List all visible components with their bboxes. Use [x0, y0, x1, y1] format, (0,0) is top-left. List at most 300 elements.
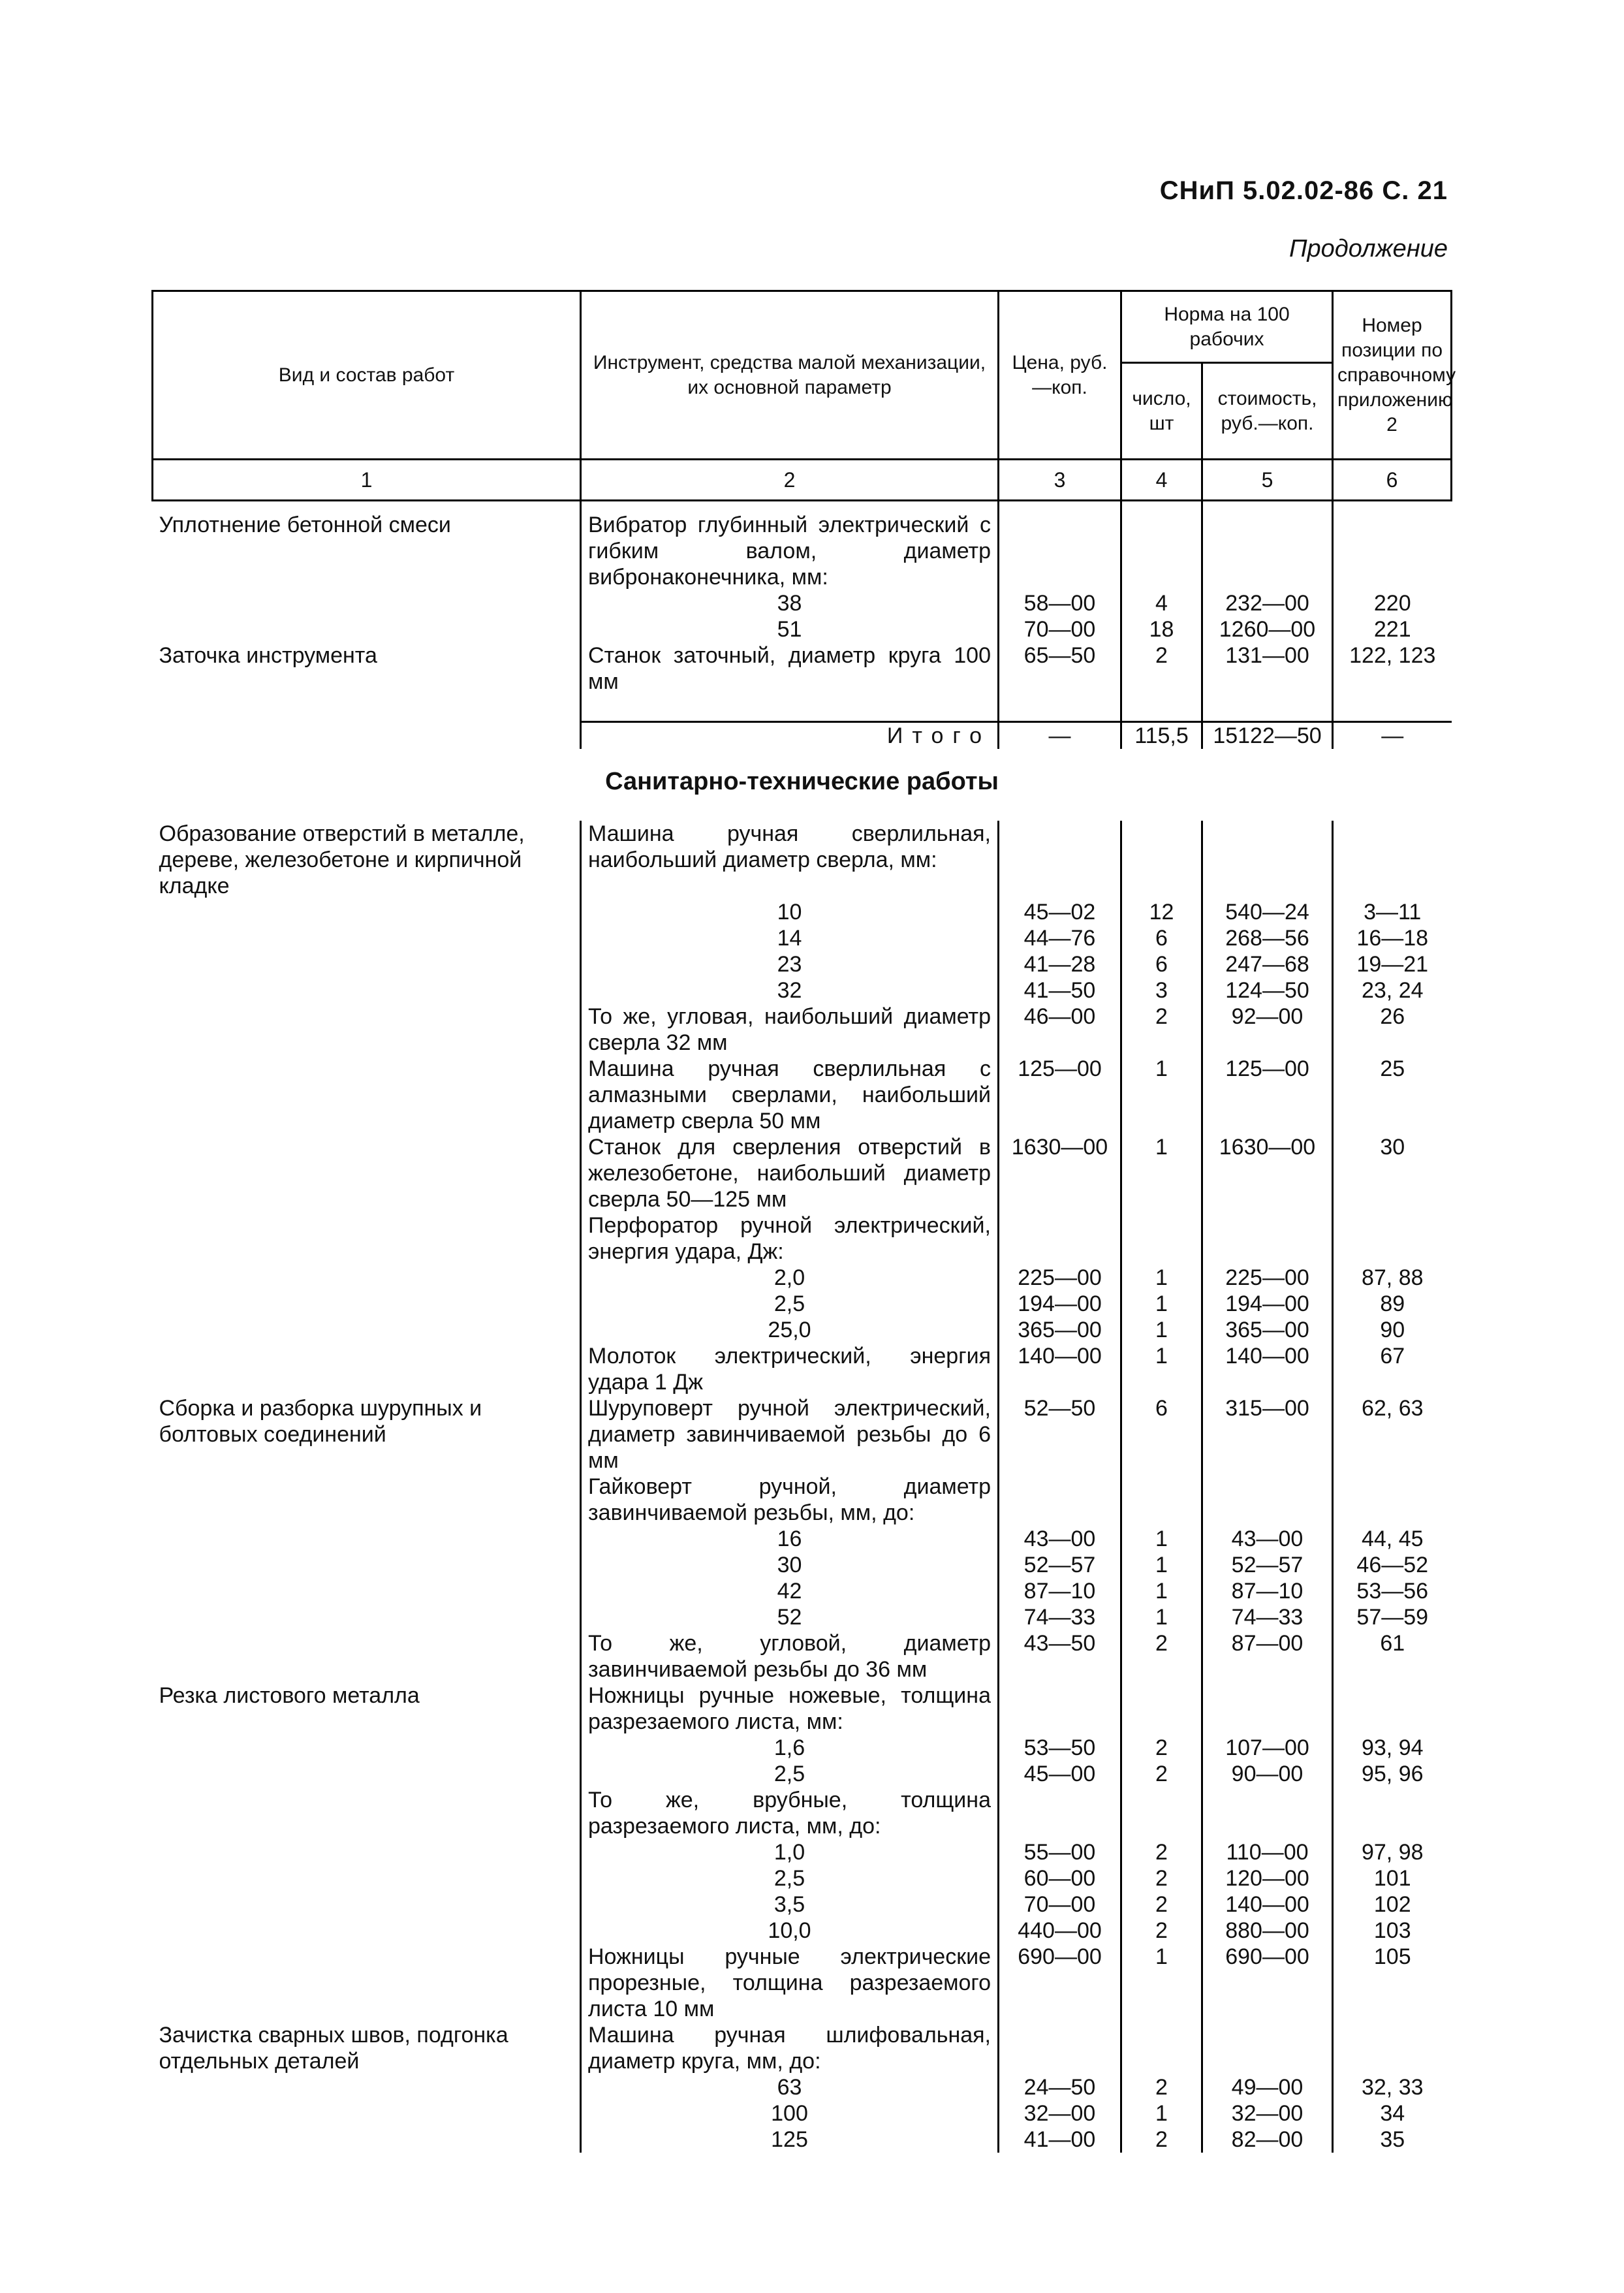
tool-cell: То же, врубные, толщина разрезаемого листа, мм, до: — [581, 1787, 999, 1839]
parameter-value: 10 — [777, 900, 802, 925]
price-cell: 690—00 — [999, 1944, 1121, 2022]
parameter-value: 32 — [777, 978, 802, 1003]
count-cell: 2 — [1121, 2074, 1202, 2100]
position-cell: 89 — [1333, 1291, 1452, 1317]
cost-cell: 690—00 — [1202, 1944, 1333, 2022]
count-cell: 1 — [1121, 1552, 1202, 1578]
tool-cell — [581, 2074, 999, 2100]
parameter-value: 1,6 — [773, 1735, 805, 1760]
count-cell: 1 — [1121, 1343, 1202, 1395]
price-cell: 74—33 — [999, 1604, 1121, 1630]
parameter-value: 14 — [777, 926, 802, 951]
col-number: 6 — [1333, 460, 1452, 501]
tool-cell — [581, 951, 999, 977]
cost-cell: 124—50 — [1202, 977, 1333, 1004]
parameter-value: 51 — [777, 617, 802, 642]
tool-cell — [581, 1865, 999, 1891]
work-type-cell — [153, 2127, 581, 2153]
header-position: Номер позиции по справочному приложению 2 — [1333, 291, 1452, 460]
parameter-value: 10,0 — [768, 1918, 811, 1943]
tool-cell — [581, 1526, 999, 1552]
count-cell: 18 — [1121, 616, 1202, 642]
position-cell — [1333, 1787, 1452, 1839]
work-type-cell — [153, 1630, 581, 1683]
price-cell: 32—00 — [999, 2100, 1121, 2127]
position-cell: 34 — [1333, 2100, 1452, 2127]
tools-table — [151, 290, 1456, 2153]
table-row — [153, 1343, 1452, 1395]
cost-cell — [1202, 501, 1333, 591]
tool-cell — [581, 1891, 999, 1918]
cost-cell — [1202, 1212, 1333, 1265]
cost-cell — [1202, 1683, 1333, 1735]
tool-cell: Машина ручная сверлильная с алмазными сверлами, наибольший диаметр сверла 50 мм — [581, 1056, 999, 1134]
total-count-cell: 115,5 — [1121, 722, 1202, 750]
table-row — [153, 1395, 1452, 1474]
table-row — [153, 2022, 1452, 2074]
header-norm-group: Норма на 100 рабочих — [1121, 291, 1333, 363]
price-cell: 60—00 — [999, 1865, 1121, 1891]
tool-cell — [581, 1839, 999, 1865]
price-cell: 440—00 — [999, 1918, 1121, 1944]
table-row — [153, 1891, 1452, 1918]
col-number: 3 — [999, 460, 1121, 501]
position-cell: 25 — [1333, 1056, 1452, 1134]
price-cell — [999, 1474, 1121, 1526]
cost-cell: 140—00 — [1202, 1891, 1333, 1918]
count-cell: 1 — [1121, 1134, 1202, 1212]
count-cell — [1121, 1212, 1202, 1265]
tool-cell: Станок для сверления отверстий в железобетоне, наибольший диаметр сверла 50—125 мм — [581, 1134, 999, 1212]
work-type-cell — [153, 1526, 581, 1552]
cost-cell: 90—00 — [1202, 1761, 1333, 1787]
cost-cell: 125—00 — [1202, 1056, 1333, 1134]
cost-cell: 82—00 — [1202, 2127, 1333, 2153]
price-cell: 24—50 — [999, 2074, 1121, 2100]
parameter-value: 100 — [771, 2101, 808, 2126]
work-type-cell: Сборка и разборка шурупных и болтовых соединений — [153, 1395, 581, 1474]
total-cost-cell: 15122—50 — [1202, 722, 1333, 750]
parameter-value: 2,5 — [773, 1291, 805, 1316]
position-cell: 35 — [1333, 2127, 1452, 2153]
count-cell: 2 — [1121, 1735, 1202, 1761]
total-label: Итого — [886, 723, 991, 748]
cost-cell: 247—68 — [1202, 951, 1333, 977]
cost-cell: 87—00 — [1202, 1630, 1333, 1683]
table-row — [153, 1918, 1452, 1944]
empty-cell — [1202, 695, 1333, 722]
position-cell — [1333, 2022, 1452, 2074]
count-cell: 1 — [1121, 1944, 1202, 2022]
table-row — [153, 899, 1452, 925]
count-cell: 2 — [1121, 2127, 1202, 2153]
table-row — [153, 2100, 1452, 2127]
work-type-cell — [153, 1891, 581, 1918]
table-row — [153, 1291, 1452, 1317]
tool-cell: Станок заточный, диаметр круга 100 мм — [581, 642, 999, 695]
parameter-value: 125 — [771, 2127, 808, 2152]
header-tool: Инструмент, средства малой механизации, их основной параметр — [581, 291, 999, 460]
section-title-row — [153, 749, 1452, 821]
count-cell — [1121, 2022, 1202, 2074]
price-cell: 70—00 — [999, 1891, 1121, 1918]
position-cell: 61 — [1333, 1630, 1452, 1683]
work-type-cell — [153, 1604, 581, 1630]
table-row — [153, 1865, 1452, 1891]
position-cell: 57—59 — [1333, 1604, 1452, 1630]
table-row — [153, 1683, 1452, 1735]
position-cell: 97, 98 — [1333, 1839, 1452, 1865]
work-type-cell — [153, 590, 581, 616]
empty-cell — [1333, 695, 1452, 722]
parameter-value: 16 — [777, 1526, 802, 1551]
price-cell: 87—10 — [999, 1578, 1121, 1604]
price-cell: 45—02 — [999, 899, 1121, 925]
count-cell: 2 — [1121, 1004, 1202, 1056]
work-type-cell: Образование отверстий в металле, дереве, железобетоне и кирпичной кладке — [153, 821, 581, 899]
count-cell — [1121, 501, 1202, 591]
tool-cell — [581, 1291, 999, 1317]
work-type-cell — [153, 1291, 581, 1317]
empty-cell — [999, 695, 1121, 722]
position-cell — [1333, 1212, 1452, 1265]
position-cell — [1333, 1474, 1452, 1526]
position-cell — [1333, 1683, 1452, 1735]
work-type-cell — [153, 1056, 581, 1134]
col-number: 5 — [1202, 460, 1333, 501]
parameter-value: 2,5 — [773, 1866, 805, 1891]
count-cell: 2 — [1121, 1918, 1202, 1944]
tool-cell — [581, 977, 999, 1004]
total-label-cell — [581, 722, 999, 750]
tool-cell — [581, 1918, 999, 1944]
count-cell: 1 — [1121, 1604, 1202, 1630]
header-cost: стоимость, руб.—коп. — [1202, 363, 1333, 460]
tool-cell: То же, угловой, диаметр завинчиваемой резьбы до 36 мм — [581, 1630, 999, 1683]
position-cell: 16—18 — [1333, 925, 1452, 951]
tool-cell — [581, 1604, 999, 1630]
work-type-cell — [153, 1004, 581, 1056]
work-type-cell — [153, 1265, 581, 1291]
position-cell — [1333, 821, 1452, 899]
position-cell: 53—56 — [1333, 1578, 1452, 1604]
cost-cell — [1202, 1787, 1333, 1839]
table-row — [153, 1317, 1452, 1343]
position-cell: 221 — [1333, 616, 1452, 642]
cost-cell: 880—00 — [1202, 1918, 1333, 1944]
parameter-value: 2,5 — [773, 1762, 805, 1786]
price-cell — [999, 501, 1121, 591]
work-type-cell — [153, 1317, 581, 1343]
count-cell: 1 — [1121, 1291, 1202, 1317]
tool-cell: Перфоратор ручной электрический, энергия удара, Дж: — [581, 1212, 999, 1265]
count-cell: 2 — [1121, 1865, 1202, 1891]
table-row — [153, 1735, 1452, 1761]
cost-cell — [1202, 821, 1333, 899]
price-cell: 44—76 — [999, 925, 1121, 951]
tool-cell: Машина ручная шлифовальная, диаметр круга, мм, до: — [581, 2022, 999, 2074]
continuation-label: Продолжение — [1289, 235, 1448, 262]
position-cell: 3—11 — [1333, 899, 1452, 925]
parameter-value: 42 — [777, 1579, 802, 1604]
price-cell: 41—50 — [999, 977, 1121, 1004]
work-type-cell — [153, 1552, 581, 1578]
position-cell — [1333, 501, 1452, 591]
price-cell: 70—00 — [999, 616, 1121, 642]
tool-cell: Ножницы ручные ножевые, толщина разрезаемого листа, мм: — [581, 1683, 999, 1735]
table-row — [153, 1787, 1452, 1839]
position-cell: 62, 63 — [1333, 1395, 1452, 1474]
work-type-cell — [153, 1474, 581, 1526]
count-cell: 2 — [1121, 1761, 1202, 1787]
total-row — [153, 722, 1452, 750]
cost-cell — [1202, 2022, 1333, 2074]
price-cell: 43—00 — [999, 1526, 1121, 1552]
table-row — [153, 590, 1452, 616]
table-row — [153, 2074, 1452, 2100]
tool-cell — [581, 925, 999, 951]
section-title: Санитарно-технические работы — [605, 768, 999, 795]
spacer-row — [153, 695, 1452, 722]
cost-cell: 225—00 — [1202, 1265, 1333, 1291]
price-cell: 194—00 — [999, 1291, 1121, 1317]
cost-cell: 92—00 — [1202, 1004, 1333, 1056]
position-cell: 220 — [1333, 590, 1452, 616]
count-cell: 3 — [1121, 977, 1202, 1004]
work-type-cell — [153, 1735, 581, 1761]
price-cell: 53—50 — [999, 1735, 1121, 1761]
price-cell — [999, 821, 1121, 899]
parameter-value: 1,0 — [773, 1840, 805, 1865]
price-cell: 41—28 — [999, 951, 1121, 977]
work-type-cell — [153, 2074, 581, 2100]
count-cell: 2 — [1121, 1839, 1202, 1865]
position-cell: 103 — [1333, 1918, 1452, 1944]
work-type-cell — [153, 2100, 581, 2127]
price-cell: 225—00 — [999, 1265, 1121, 1291]
empty-cell — [581, 695, 999, 722]
work-type-cell: Зачистка сварных швов, подгонка отдельных деталей — [153, 2022, 581, 2074]
table-row — [153, 925, 1452, 951]
count-cell: 1 — [1121, 2100, 1202, 2127]
work-type-cell — [153, 1134, 581, 1212]
cost-cell: 365—00 — [1202, 1317, 1333, 1343]
empty-cell — [153, 695, 581, 722]
tool-cell — [581, 2100, 999, 2127]
tool-cell — [581, 590, 999, 616]
count-cell: 6 — [1121, 951, 1202, 977]
table-row — [153, 1552, 1452, 1578]
cost-cell: 120—00 — [1202, 1865, 1333, 1891]
cost-cell: 131—00 — [1202, 642, 1333, 695]
tool-cell — [581, 1735, 999, 1761]
tool-cell — [581, 899, 999, 925]
cost-cell: 43—00 — [1202, 1526, 1333, 1552]
cost-cell: 107—00 — [1202, 1735, 1333, 1761]
tool-cell — [581, 1578, 999, 1604]
table-row — [153, 1134, 1452, 1212]
count-cell: 6 — [1121, 925, 1202, 951]
work-type-cell — [153, 1865, 581, 1891]
cost-cell: 52—57 — [1202, 1552, 1333, 1578]
parameter-value: 23 — [777, 952, 802, 977]
work-type-cell — [153, 1343, 581, 1395]
work-type-cell — [153, 1787, 581, 1839]
table-row — [153, 1630, 1452, 1683]
count-cell — [1121, 821, 1202, 899]
work-type-cell — [153, 977, 581, 1004]
tool-cell — [581, 1317, 999, 1343]
header-count: число, шт — [1121, 363, 1202, 460]
position-cell: 105 — [1333, 1944, 1452, 2022]
count-cell: 12 — [1121, 899, 1202, 925]
work-type-cell — [153, 1944, 581, 2022]
table-row — [153, 1004, 1452, 1056]
tool-cell: Вибратор глубинный электрический с гибким валом, диаметр вибронаконечника, мм: — [581, 501, 999, 591]
position-cell: 26 — [1333, 1004, 1452, 1056]
price-cell: 65—50 — [999, 642, 1121, 695]
cost-cell: 87—10 — [1202, 1578, 1333, 1604]
price-cell: 365—00 — [999, 1317, 1121, 1343]
work-type-cell — [153, 1839, 581, 1865]
position-cell: 93, 94 — [1333, 1735, 1452, 1761]
work-type-cell: Уплотнение бетонной смеси — [153, 501, 581, 591]
parameter-value: 2,0 — [773, 1265, 805, 1290]
table-row — [153, 821, 1452, 899]
total-position-cell: — — [1333, 722, 1452, 750]
table-row — [153, 951, 1452, 977]
work-type-cell — [153, 925, 581, 951]
count-cell: 1 — [1121, 1578, 1202, 1604]
position-cell: 44, 45 — [1333, 1526, 1452, 1552]
price-cell: 45—00 — [999, 1761, 1121, 1787]
count-cell: 1 — [1121, 1056, 1202, 1134]
work-type-cell: Заточка инструмента — [153, 642, 581, 695]
table-row — [153, 616, 1452, 642]
cost-cell: 194—00 — [1202, 1291, 1333, 1317]
position-cell: 122, 123 — [1333, 642, 1452, 695]
work-type-cell: Резка листового металла — [153, 1683, 581, 1735]
parameter-value: 25,0 — [768, 1318, 811, 1342]
count-cell: 1 — [1121, 1526, 1202, 1552]
total-price-cell: — — [999, 722, 1121, 750]
cost-cell: 232—00 — [1202, 590, 1333, 616]
count-cell — [1121, 1787, 1202, 1839]
tool-cell — [581, 2127, 999, 2153]
table-row — [153, 1604, 1452, 1630]
tool-cell — [581, 1265, 999, 1291]
cost-cell: 74—33 — [1202, 1604, 1333, 1630]
table-row — [153, 2127, 1452, 2153]
count-cell: 2 — [1121, 642, 1202, 695]
page-header: СНиП 5.02.02-86 С. 21 — [1159, 176, 1448, 205]
parameter-value: 3,5 — [773, 1892, 805, 1917]
col-number: 2 — [581, 460, 999, 501]
position-cell: 101 — [1333, 1865, 1452, 1891]
position-cell: 30 — [1333, 1134, 1452, 1212]
price-cell — [999, 1212, 1121, 1265]
col-number: 4 — [1121, 460, 1202, 501]
column-numbers-row — [153, 460, 1452, 501]
position-cell: 32, 33 — [1333, 2074, 1452, 2100]
position-cell: 19—21 — [1333, 951, 1452, 977]
parameter-value: 63 — [777, 2075, 802, 2100]
table-row — [153, 642, 1452, 695]
cost-cell: 110—00 — [1202, 1839, 1333, 1865]
empty-cell — [1121, 695, 1202, 722]
tool-cell: Гайковерт ручной, диаметр завинчиваемой резьбы, мм, до: — [581, 1474, 999, 1526]
cost-cell — [1202, 1474, 1333, 1526]
price-cell: 55—00 — [999, 1839, 1121, 1865]
position-cell: 90 — [1333, 1317, 1452, 1343]
tool-cell: То же, угловая, наибольший диаметр сверла 32 мм — [581, 1004, 999, 1056]
cost-cell: 1630—00 — [1202, 1134, 1333, 1212]
work-type-cell — [153, 616, 581, 642]
work-type-cell — [153, 1761, 581, 1787]
cost-cell: 540—24 — [1202, 899, 1333, 925]
work-type-cell — [153, 899, 581, 925]
cost-cell: 32—00 — [1202, 2100, 1333, 2127]
table-row — [153, 1761, 1452, 1787]
table-row — [153, 1474, 1452, 1526]
price-cell — [999, 1787, 1121, 1839]
position-cell: 23, 24 — [1333, 977, 1452, 1004]
count-cell: 2 — [1121, 1891, 1202, 1918]
price-cell: 1630—00 — [999, 1134, 1121, 1212]
tool-cell: Ножницы ручные электрические прорезные, толщина разрезаемого листа 10 мм — [581, 1944, 999, 2022]
work-type-cell — [153, 1918, 581, 1944]
tool-cell: Машина ручная сверлильная, наибольший диаметр сверла, мм: — [581, 821, 999, 899]
price-cell: 125—00 — [999, 1056, 1121, 1134]
col-number: 1 — [153, 460, 581, 501]
total-empty-cell — [153, 722, 581, 750]
price-cell: 43—50 — [999, 1630, 1121, 1683]
cost-cell: 49—00 — [1202, 2074, 1333, 2100]
table-row — [153, 1839, 1452, 1865]
work-type-cell — [153, 1212, 581, 1265]
position-cell: 95, 96 — [1333, 1761, 1452, 1787]
header-work-type: Вид и состав работ — [153, 291, 581, 460]
position-cell: 102 — [1333, 1891, 1452, 1918]
table-row — [153, 1944, 1452, 2022]
table-row — [153, 977, 1452, 1004]
tool-cell — [581, 616, 999, 642]
table-row — [153, 1212, 1452, 1265]
price-cell: 140—00 — [999, 1343, 1121, 1395]
table-row — [153, 1056, 1452, 1134]
price-cell: 41—00 — [999, 2127, 1121, 2153]
work-type-cell — [153, 1578, 581, 1604]
table-row — [153, 1526, 1452, 1552]
count-cell — [1121, 1683, 1202, 1735]
price-cell: 52—50 — [999, 1395, 1121, 1474]
table-row — [153, 501, 1452, 591]
price-cell: 46—00 — [999, 1004, 1121, 1056]
cost-cell: 315—00 — [1202, 1395, 1333, 1474]
header-price: Цена, руб.—коп. — [999, 291, 1121, 460]
count-cell: 2 — [1121, 1630, 1202, 1683]
tool-cell — [581, 1761, 999, 1787]
parameter-value: 30 — [777, 1553, 802, 1577]
parameter-value: 38 — [777, 591, 802, 616]
count-cell: 6 — [1121, 1395, 1202, 1474]
price-cell — [999, 1683, 1121, 1735]
count-cell: 4 — [1121, 590, 1202, 616]
table-row — [153, 1265, 1452, 1291]
price-cell: 58—00 — [999, 590, 1121, 616]
tool-cell: Молоток электрический, энергия удара 1 Дж — [581, 1343, 999, 1395]
price-cell — [999, 2022, 1121, 2074]
